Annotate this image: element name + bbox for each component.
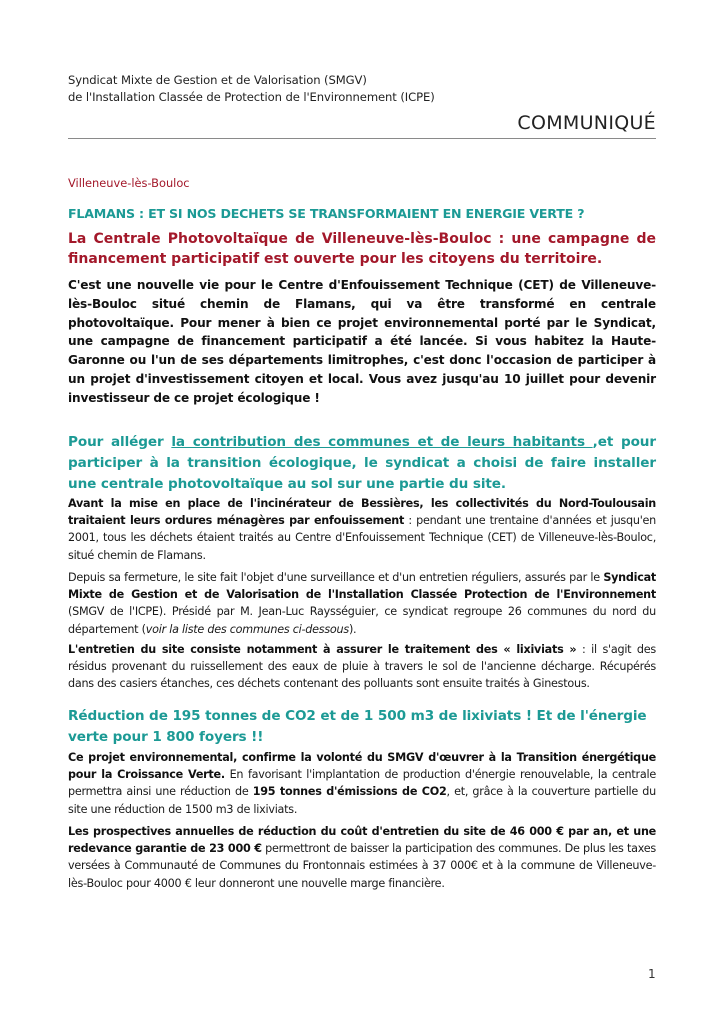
section1-heading-pre: Pour alléger [68,434,172,450]
paragraph-history-rest: : pendant une trentaine d'années et jusqu'en 2001, tous les déchets étaient traités au Centre d'Enfouissement Technique (CET) de Villeneuve-lès-Bouloc, situé chemin de Flamans. [68,514,656,562]
section1-heading [68,432,656,495]
section1-heading-post: ,et pour participer à la transition écologique, le syndicat a choisi de faire installer une centrale photovoltaïque au sol sur une partie du site. [68,434,656,492]
section2-heading: Réduction de 195 tonnes de CO2 et de 1 500 m3 de lixiviats ! Et de l'énergie verte pour 1 800 foyers !! [68,708,647,745]
header-divider [68,138,656,139]
paragraph-finance-bold: Les prospectives annuelles de réduction du coût d'entretien du site de 46 000 € par an, et une redevance garantie de 23 000 € [68,825,656,856]
dateline-location: Villeneuve-lès-Bouloc [68,176,190,190]
paragraph-environment [68,749,656,818]
paragraph-finance-rest: permettront de baisser la participation des communes. De plus les taxes versées à Communauté de Communes du Frontonnais estimées à 37 000€ et à la commune de Villeneuve-lès-Bouloc pour 4000 € leur donneront une nouvelle marge financière. [68,842,656,890]
paragraph-syndicate [68,569,656,638]
paragraph-history-bold: Avant la mise en place de l'incinérateur de Bessières, les collectivités du Nord-Toulousain traitaient leurs ordures ménagères par enfouissement [68,497,656,528]
paragraph-history [68,495,656,564]
paragraph-lixiviats-rest: : il s'agit des résidus provenant du ruissellement des eaux de pluie à travers le sol de l'ancienne décharge. Récupérés dans des casiers étanches, ces déchets contenant des polluants sont ensuite traités à Ginestous. [68,643,656,691]
subheadline: La Centrale Photovoltaïque de Villeneuve-lès-Bouloc : une campagne de financement participatif est ouverte pour les citoyens du territoire. [68,231,656,267]
paragraph-syndicate-pre: Depuis sa fermeture, le site fait l'objet d'une surveillance et d'un entretien réguliers, assurés par le [68,571,604,584]
paragraph-environment-end: , et, grâce à la couverture partielle du site une réduction de 1500 m3 de lixiviats. [68,785,656,816]
paragraph-environment-bold: Ce projet environnemental, confirme la volonté du SMGV d'œuvrer à la Transition énergétique pour la Croissance Verte. [68,751,656,782]
paragraph-syndicate-end: ). [348,622,357,636]
intro-paragraph: C'est une nouvelle vie pour le Centre d'Enfouissement Technique (CET) de Villeneuve-lès-Bouloc situé chemin de Flamans, qui va être transformé en centrale photovoltaïque. Pour mener à bien ce projet environnemental porté par le Syndicat, une campagne de financement participatif a été lancée. Si vous habitez la Haute-Garonne ou l'un de ses départements limitrophes, c'est donc l'occasion de participer à un projet d'investissement citoyen et local. Vous avez jusqu'au 10 juillet pour devenir investisseur de ce projet écologique ! [68,278,656,405]
org-name-line1: Syndicat Mixte de Gestion et de Valorisation (SMGV) [68,73,367,87]
paragraph-syndicate-mid: (SMGV de l'ICPE). Présidé par M. Jean-Luc Raysséguier, ce syndicat regroupe 26 communes du nord du département ( [68,605,656,636]
paragraph-environment-mid: En favorisant l'implantation de production d'énergie renouvelable, la centrale permettra ainsi une réduction de [68,768,656,799]
headline: FLAMANS : ET SI NOS DECHETS SE TRANSFORMAIENT EN ENERGIE VERTE ? [68,206,585,221]
paragraph-syndicate-italic: voir la liste des communes ci-dessous [145,622,349,636]
org-name-line2: de l'Installation Classée de Protection de l'Environnement (ICPE) [68,90,435,104]
paragraph-syndicate-bold: Syndicat Mixte de Gestion et de Valorisation de l'Installation Classée Protection de l'Environnement [68,571,656,602]
paragraph-environment-bold2: 195 tonnes d'émissions de CO2 [252,785,447,799]
paragraph-lixiviats-bold: L'entretien du site consiste notamment à assurer le traitement des « lixiviats » [68,643,577,656]
paragraph-finance [68,823,656,892]
page-number: 1 [648,967,656,981]
document-type-title: COMMUNIQUÉ [517,112,656,134]
paragraph-lixiviats [68,641,656,693]
section1-heading-underlined: la contribution des communes et de leurs habitants [171,434,593,450]
organization-header [68,72,435,106]
